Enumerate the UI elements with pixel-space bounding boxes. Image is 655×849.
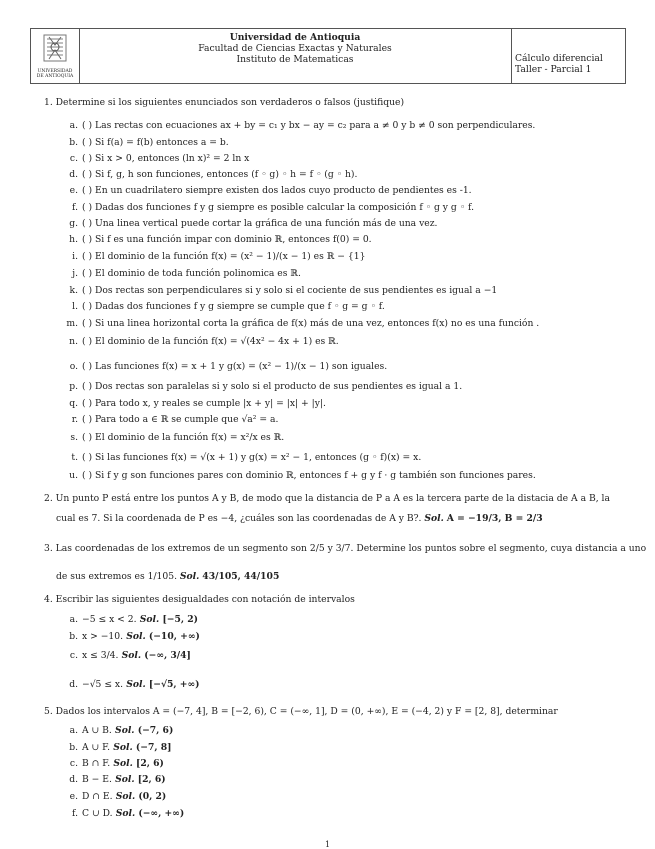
solution-label: Sol.	[110, 742, 136, 753]
item-text: ( ) En un cuadrilatero siempre existen dos lados cuyo producto de pendientes es -1.	[82, 185, 472, 196]
list-item	[62, 336, 339, 347]
item-text: −√5 ≤ x.	[82, 679, 124, 690]
solution-label: Sol.	[112, 791, 139, 802]
item-text: ( ) Las funciones f(x) = x + 1 y g(x) = (x² − 1)/(x − 1) son iguales.	[82, 361, 388, 372]
solution-label: Sol.	[424, 513, 444, 524]
item-text: ( ) El dominio de la función f(x) = √(4x² − 4x + 1) es ℝ.	[82, 336, 339, 347]
item-text: x > −10.	[82, 631, 124, 642]
item-label: b.	[69, 631, 78, 642]
item-label: f.	[72, 808, 78, 819]
university-name: Universidad de Antioquia	[229, 32, 361, 43]
item-label: k.	[69, 285, 78, 296]
list-item	[62, 301, 385, 312]
list-item	[62, 742, 171, 753]
question-2-line-1: 2. Un punto P está entre los puntos A y B, de modo que la distancia de P a A es la tercera parte de la distacia de A a B, la	[44, 493, 610, 504]
list-item	[62, 137, 229, 148]
solution-value: A = −19/3, B = 2/3	[446, 513, 543, 524]
item-label: c.	[69, 153, 78, 164]
list-item	[62, 202, 474, 213]
list-item	[62, 725, 173, 736]
item-label: b.	[69, 742, 78, 753]
item-text: ( ) Si x > 0, entonces (ln x)² = 2 ln x	[82, 153, 250, 164]
university-logo	[31, 29, 80, 83]
header-table	[30, 28, 626, 84]
question-3-line-1: 3. Las coordenadas de los extremos de un segmento son 2/5 y 3/7. Determine los puntos sobre el segmento, cuya distancia a uno	[44, 543, 647, 554]
list-item	[62, 758, 164, 769]
item-label: l.	[72, 301, 78, 312]
list-item	[62, 185, 472, 196]
solution-label: Sol.	[179, 571, 200, 582]
item-text: ( ) El dominio de la función f(x) = x²/x es ℝ.	[82, 432, 285, 443]
list-item	[62, 381, 462, 392]
list-item	[62, 470, 536, 481]
solution-value: (−∞, +∞)	[138, 808, 185, 819]
list-item	[62, 808, 184, 819]
course-name: Cálculo diferencial	[515, 53, 603, 64]
item-label: c.	[69, 650, 78, 661]
item-label: r.	[71, 414, 78, 425]
item-text: A ∪ F.	[82, 742, 111, 753]
page-number: 1	[325, 840, 331, 849]
item-text: ( ) Dos rectas son perpendiculares si y solo si el cociente de sus pendientes es igual a −1	[82, 285, 498, 296]
question-1: 1. Determine si los siguientes enunciados son verdaderos o falsos (justifique)	[44, 97, 405, 108]
item-label: u.	[69, 470, 78, 481]
list-item	[62, 631, 200, 642]
item-text: ( ) Si f es una función impar con dominio ℝ, entonces f(0) = 0.	[82, 234, 372, 245]
list-item	[62, 361, 387, 372]
solution-value: (−∞, 3/4]	[144, 650, 191, 661]
list-item	[62, 614, 198, 625]
solution-value: [−5, 2)	[162, 614, 199, 625]
item-label: e.	[69, 791, 78, 802]
item-label: f.	[72, 202, 78, 213]
item-text: ( ) El dominio de toda función polinomica es ℝ.	[82, 268, 301, 279]
item-label: m.	[66, 318, 78, 329]
item-label: h.	[69, 234, 78, 245]
item-label: i.	[72, 251, 78, 262]
header-center	[79, 29, 512, 83]
list-item	[62, 452, 421, 463]
item-label: c.	[69, 758, 78, 769]
faculty-name: Facultad de Ciencias Exactas y Naturales	[198, 43, 392, 54]
solution-label: Sol.	[111, 774, 138, 785]
question-3-line-2: de sus extremos es 1/105. Sol. 43/105, 44/105	[56, 571, 280, 582]
item-label: a.	[69, 725, 78, 736]
item-label: a.	[69, 614, 78, 625]
item-text: ( ) Dadas dos funciones f y g siempre es posible calcular la composición f ◦ g y g ◦ f.	[82, 202, 475, 213]
header-right	[515, 53, 625, 75]
institute-name: Instituto de Matematicas	[236, 54, 354, 65]
list-item	[62, 318, 539, 329]
solution-value: (−7, 8]	[135, 742, 172, 753]
item-label: d.	[69, 679, 78, 690]
item-text: ( ) Para todo a ∈ ℝ se cumple que √a² = a.	[82, 414, 279, 425]
question-2-line-2: cual es 7. Si la coordenada de P es −4, ¿cuáles son las coordenadas de A y B?. Sol. A = −19/3, B = 2/3	[56, 513, 543, 524]
list-item	[62, 153, 249, 164]
list-item	[62, 650, 191, 661]
item-text: ( ) Si las funciones f(x) = √(x + 1) y g(x) = x² − 1, entonces (g ◦ f)(x) = x.	[82, 452, 422, 463]
solution-value: (−10, +∞)	[148, 631, 200, 642]
item-text: x ≤ 3/4.	[82, 650, 119, 661]
solution-value: (0, 2)	[138, 791, 167, 802]
item-text: ( ) Si f, g, h son funciones, entonces (f ◦ g) ◦ h = f ◦ (g ◦ h).	[82, 169, 358, 180]
crest-icon	[41, 33, 69, 67]
item-label: s.	[70, 432, 78, 443]
list-item	[62, 169, 357, 180]
logo-text-1: UNIVERSIDAD	[37, 69, 73, 74]
item-text: ( ) Dadas dos funciones f y g siempre se cumple que f ◦ g = g ◦ f.	[82, 301, 385, 312]
list-item	[62, 774, 166, 785]
question-5: 5. Dados los intervalos A = (−7, 4], B = [−2, 6), C = (−∞, 1], D = (0, +∞), E = (−4, 2) y F = [2, 8], determinar	[44, 706, 558, 717]
solution-label: Sol.	[111, 725, 138, 736]
list-item	[62, 285, 497, 296]
item-text: ( ) Dos rectas son paralelas si y solo si el producto de sus pendientes es igual a 1.	[82, 381, 463, 392]
item-text: ( ) Una linea vertical puede cortar la gráfica de una función más de una vez.	[82, 218, 438, 229]
item-text: D ∩ E.	[82, 791, 113, 802]
list-item	[62, 120, 535, 131]
item-label: b.	[69, 137, 78, 148]
list-item	[62, 218, 437, 229]
item-text: B − E.	[82, 774, 112, 785]
item-text: ( ) Las rectas con ecuaciones ax + by = c₁ y bx − ay = c₂ para a ≠ 0 y b ≠ 0 son perpendiculares.	[82, 120, 536, 131]
item-label: d.	[69, 169, 78, 180]
list-item	[62, 679, 199, 690]
item-label: t.	[71, 452, 78, 463]
list-item	[62, 414, 278, 425]
list-item	[62, 251, 365, 262]
item-text: −5 ≤ x < 2.	[82, 614, 137, 625]
solution-value: [−√5, +∞)	[148, 679, 200, 690]
solution-value: 43/105, 44/105	[202, 571, 280, 582]
item-text: ( ) Si f y g son funciones pares con dominio ℝ, entonces f + g y f · g también son funciones pares.	[82, 470, 536, 481]
list-item	[62, 432, 284, 443]
logo-text-2: DE ANTIOQUIA	[36, 74, 74, 79]
solution-label: Sol.	[123, 631, 149, 642]
item-label: p.	[69, 381, 78, 392]
solution-label: Sol.	[110, 758, 137, 769]
item-text: A ∪ B.	[82, 725, 112, 736]
item-text: ( ) Si una linea horizontal corta la gráfica de f(x) más de una vez, entonces f(x) no es una función .	[82, 318, 540, 329]
solution-value: [2, 6)	[137, 774, 166, 785]
item-label: o.	[69, 361, 78, 372]
item-label: a.	[69, 120, 78, 131]
item-text: C ∪ D.	[82, 808, 113, 819]
solution-label: Sol.	[136, 614, 163, 625]
list-item	[62, 791, 166, 802]
solution-label: Sol.	[123, 679, 149, 690]
item-text: ( ) El dominio de la función f(x) = (x² − 1)/(x − 1) es ℝ − {1}	[82, 251, 366, 262]
solution-value: (−7, 6)	[137, 725, 174, 736]
solution-label: Sol.	[118, 650, 145, 661]
item-label: q.	[69, 398, 78, 409]
item-text: ( ) Para todo x, y reales se cumple |x + y| = |x| + |y|.	[82, 398, 326, 409]
item-text: ( ) Si f(a) = f(b) entonces a = b.	[82, 137, 229, 148]
list-item	[62, 234, 372, 245]
item-label: d.	[69, 774, 78, 785]
item-label: e.	[69, 185, 78, 196]
item-label: g.	[69, 218, 78, 229]
item-label: j.	[72, 268, 78, 279]
item-text: B ∩ F.	[82, 758, 111, 769]
question-4: 4. Escribir las siguientes desigualdades con notación de intervalos	[44, 594, 355, 605]
item-label: n.	[69, 336, 78, 347]
solution-label: Sol.	[112, 808, 139, 819]
exam-name: Taller - Parcial 1	[515, 64, 592, 75]
list-item	[62, 398, 326, 409]
solution-value: [2, 6)	[136, 758, 164, 769]
list-item	[62, 268, 301, 279]
